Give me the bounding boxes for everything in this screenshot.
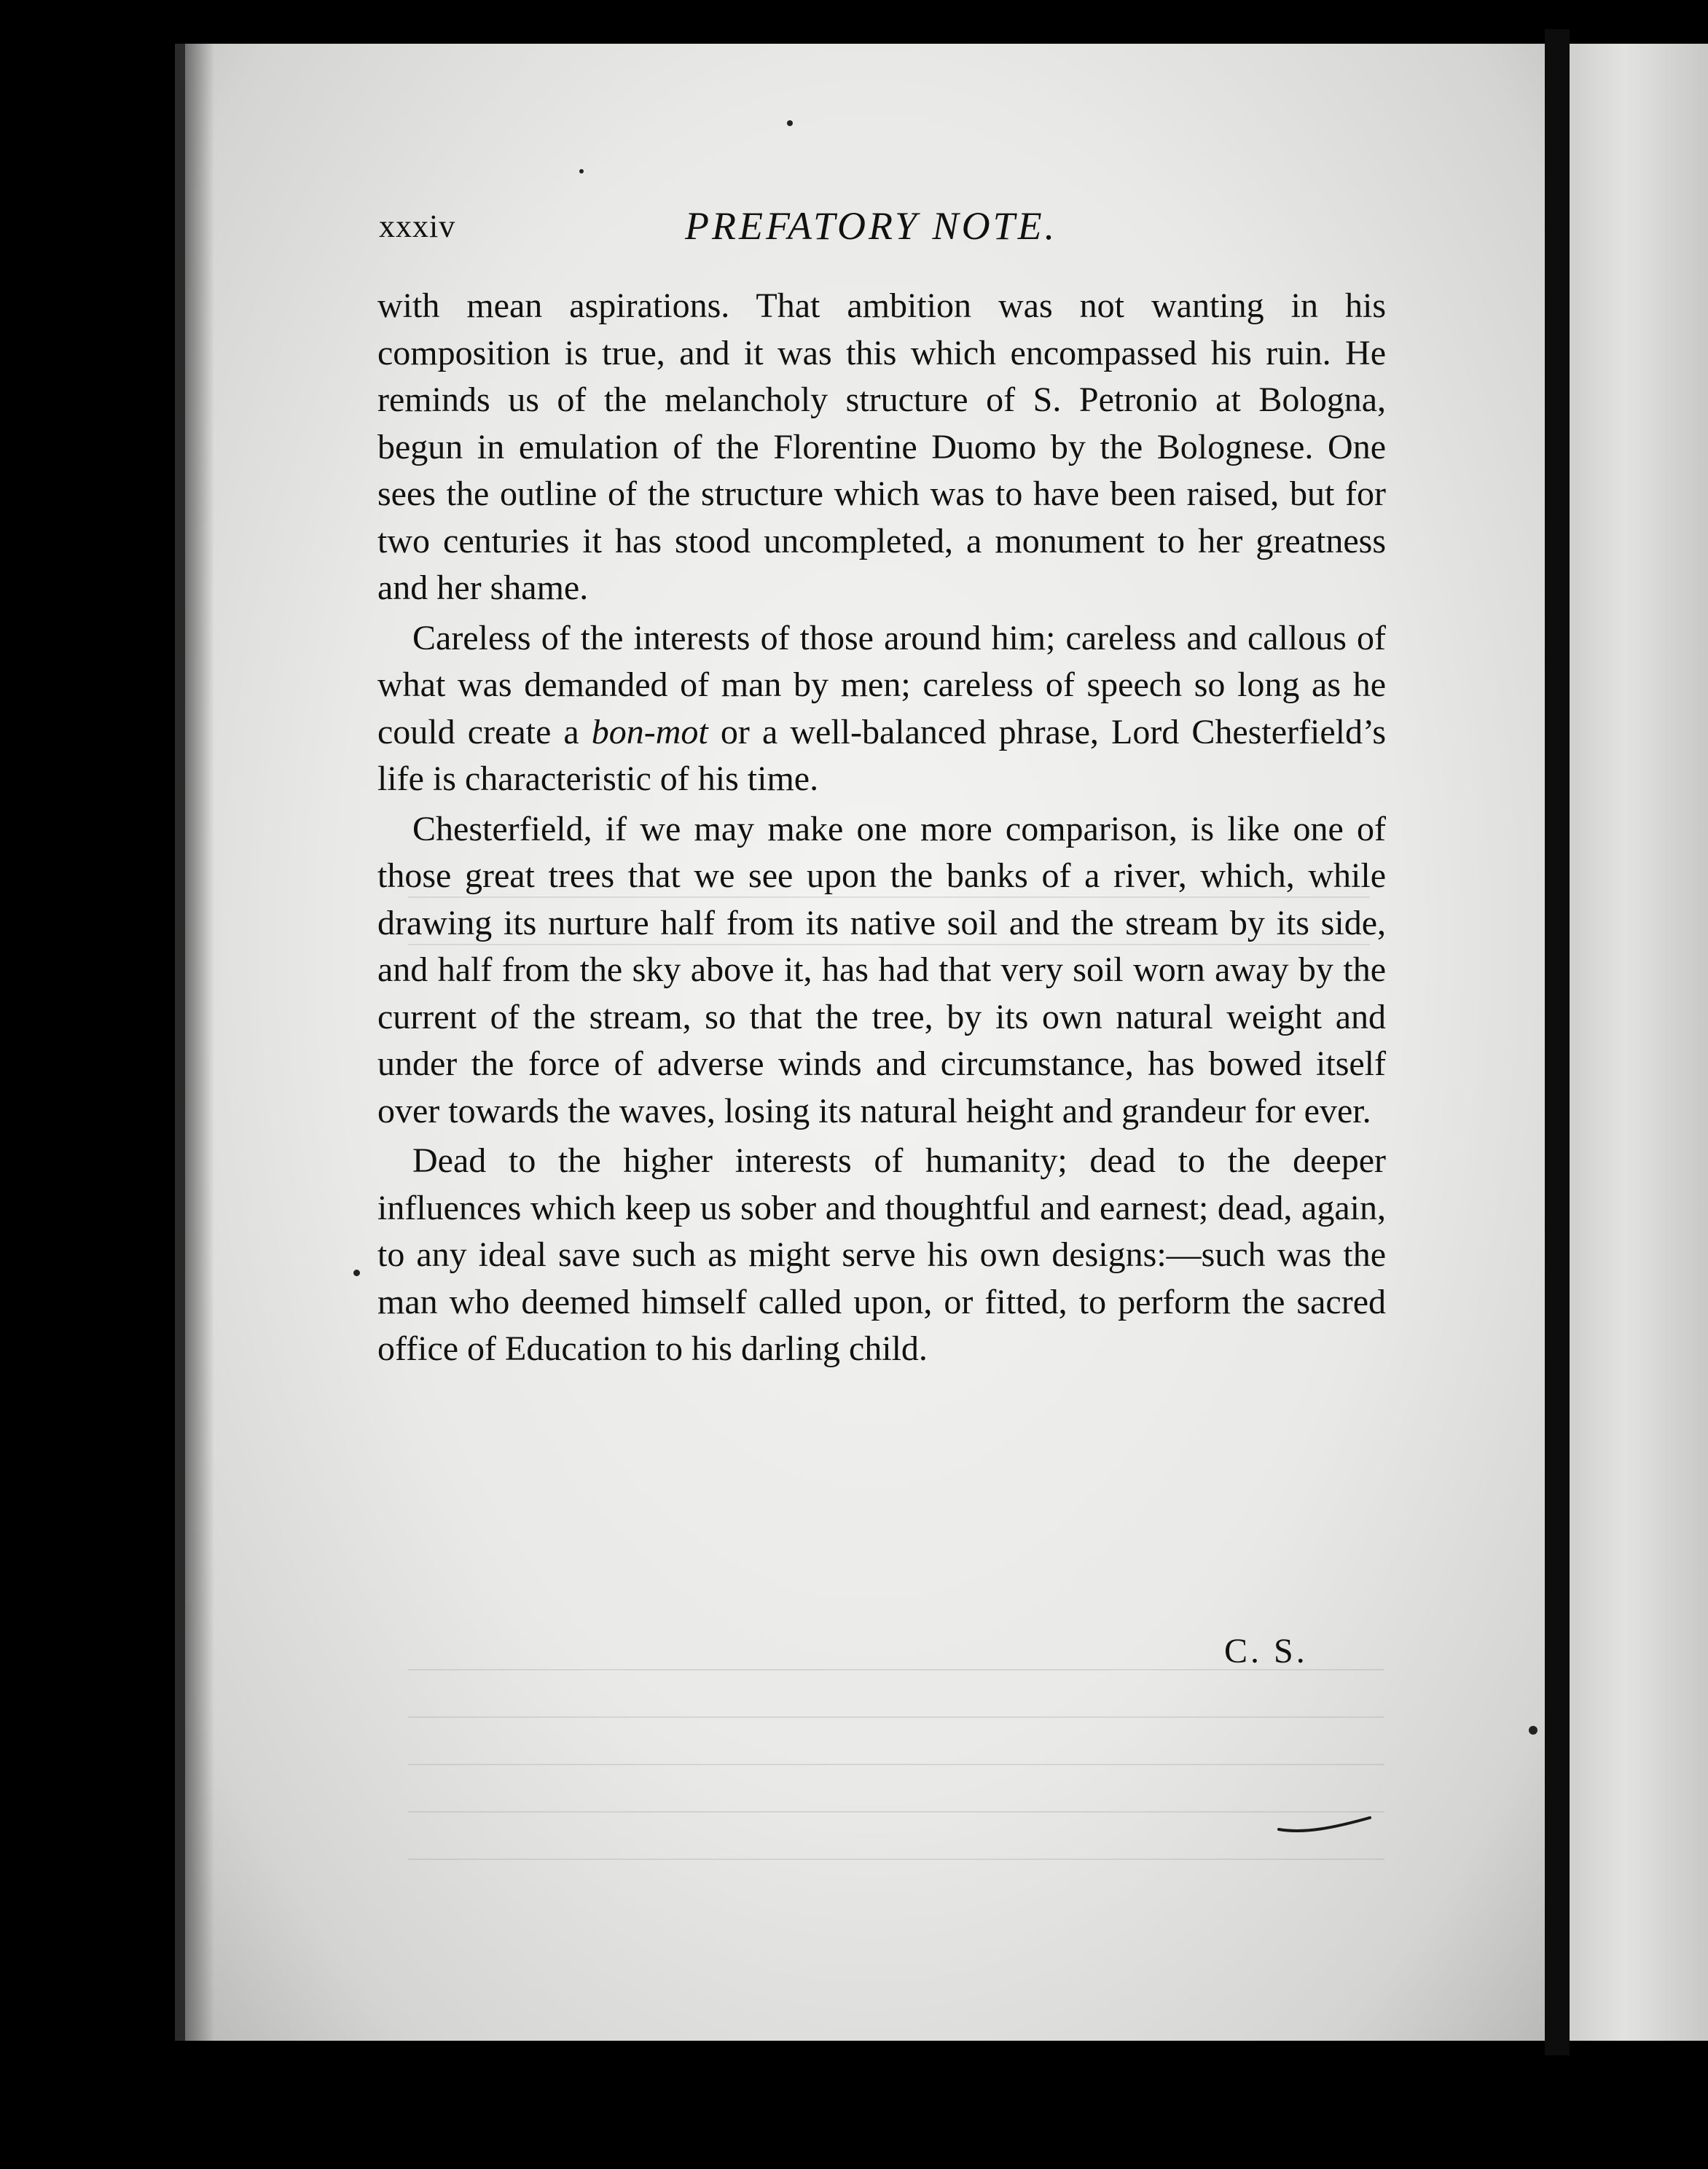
page-number: xxxiv xyxy=(379,208,456,244)
bleed-through-line xyxy=(408,1859,1384,1860)
bleed-through-line xyxy=(408,1811,1384,1813)
bleed-through-line xyxy=(408,1716,1384,1718)
pen-stroke-mark xyxy=(1275,1808,1377,1837)
body-text xyxy=(377,283,1386,1376)
bleed-through-line xyxy=(408,1764,1384,1765)
italic-term: bon-mot xyxy=(591,712,708,751)
page-title: PREFATORY NOTE. xyxy=(685,204,1058,248)
dust-speck xyxy=(787,120,793,126)
right-book-page-edge xyxy=(1570,44,1708,2041)
author-initials: C. S. xyxy=(1224,1632,1308,1670)
running-header xyxy=(379,204,1574,259)
paragraph-3: Chesterfield, if we may make one more comparison, is like one of those great trees that we see upon the banks of a river, which, while drawing its nurture half from its native soil and the stream by its side, and half from the sky above it, has had that very soil worn away by the current of the stream, so that the tree, by its own natural weight and under the force of adverse winds and circumstance, has bowed itself over towards the waves, losing its natural height and grandeur for ever. xyxy=(377,809,1386,1130)
paragraph-4: Dead to the higher interests of humanity; dead to the deeper influences which keep us sober and thoughtful and earnest; dead, again, to any ideal save such as might serve his own designs:—such was the man who deemed himself called upon, or fitted, to perform the sacred office of Education to his darling child. xyxy=(377,1141,1386,1368)
paragraph-2-text-b: or a well-balanced phrase, Lord Chesterfield’s life is characteristic of his time. xyxy=(377,712,1386,798)
paragraph-1: with mean aspirations. That ambition was not wanting in his composition is true, and it was this which encompassed his ruin. He reminds us of the melancholy structure of S. Petronio at Bologna, begun in emulation of the Florentine Duomo by the Bolognese. One sees the outline of the structure which was to have been raised, but for two centuries it has stood uncompleted, a monument to her greatness and her shame. xyxy=(377,286,1386,607)
book-gutter xyxy=(1545,29,1570,2055)
paragraph-2-text-a: Careless of the interests of those around him; careless and callous of what was demanded of man by men; careless of speech so long as he could create a xyxy=(377,618,1386,751)
dust-speck xyxy=(579,169,584,173)
dust-speck xyxy=(353,1270,360,1276)
dust-speck xyxy=(1529,1726,1537,1735)
paragraph-2 xyxy=(377,615,1386,803)
